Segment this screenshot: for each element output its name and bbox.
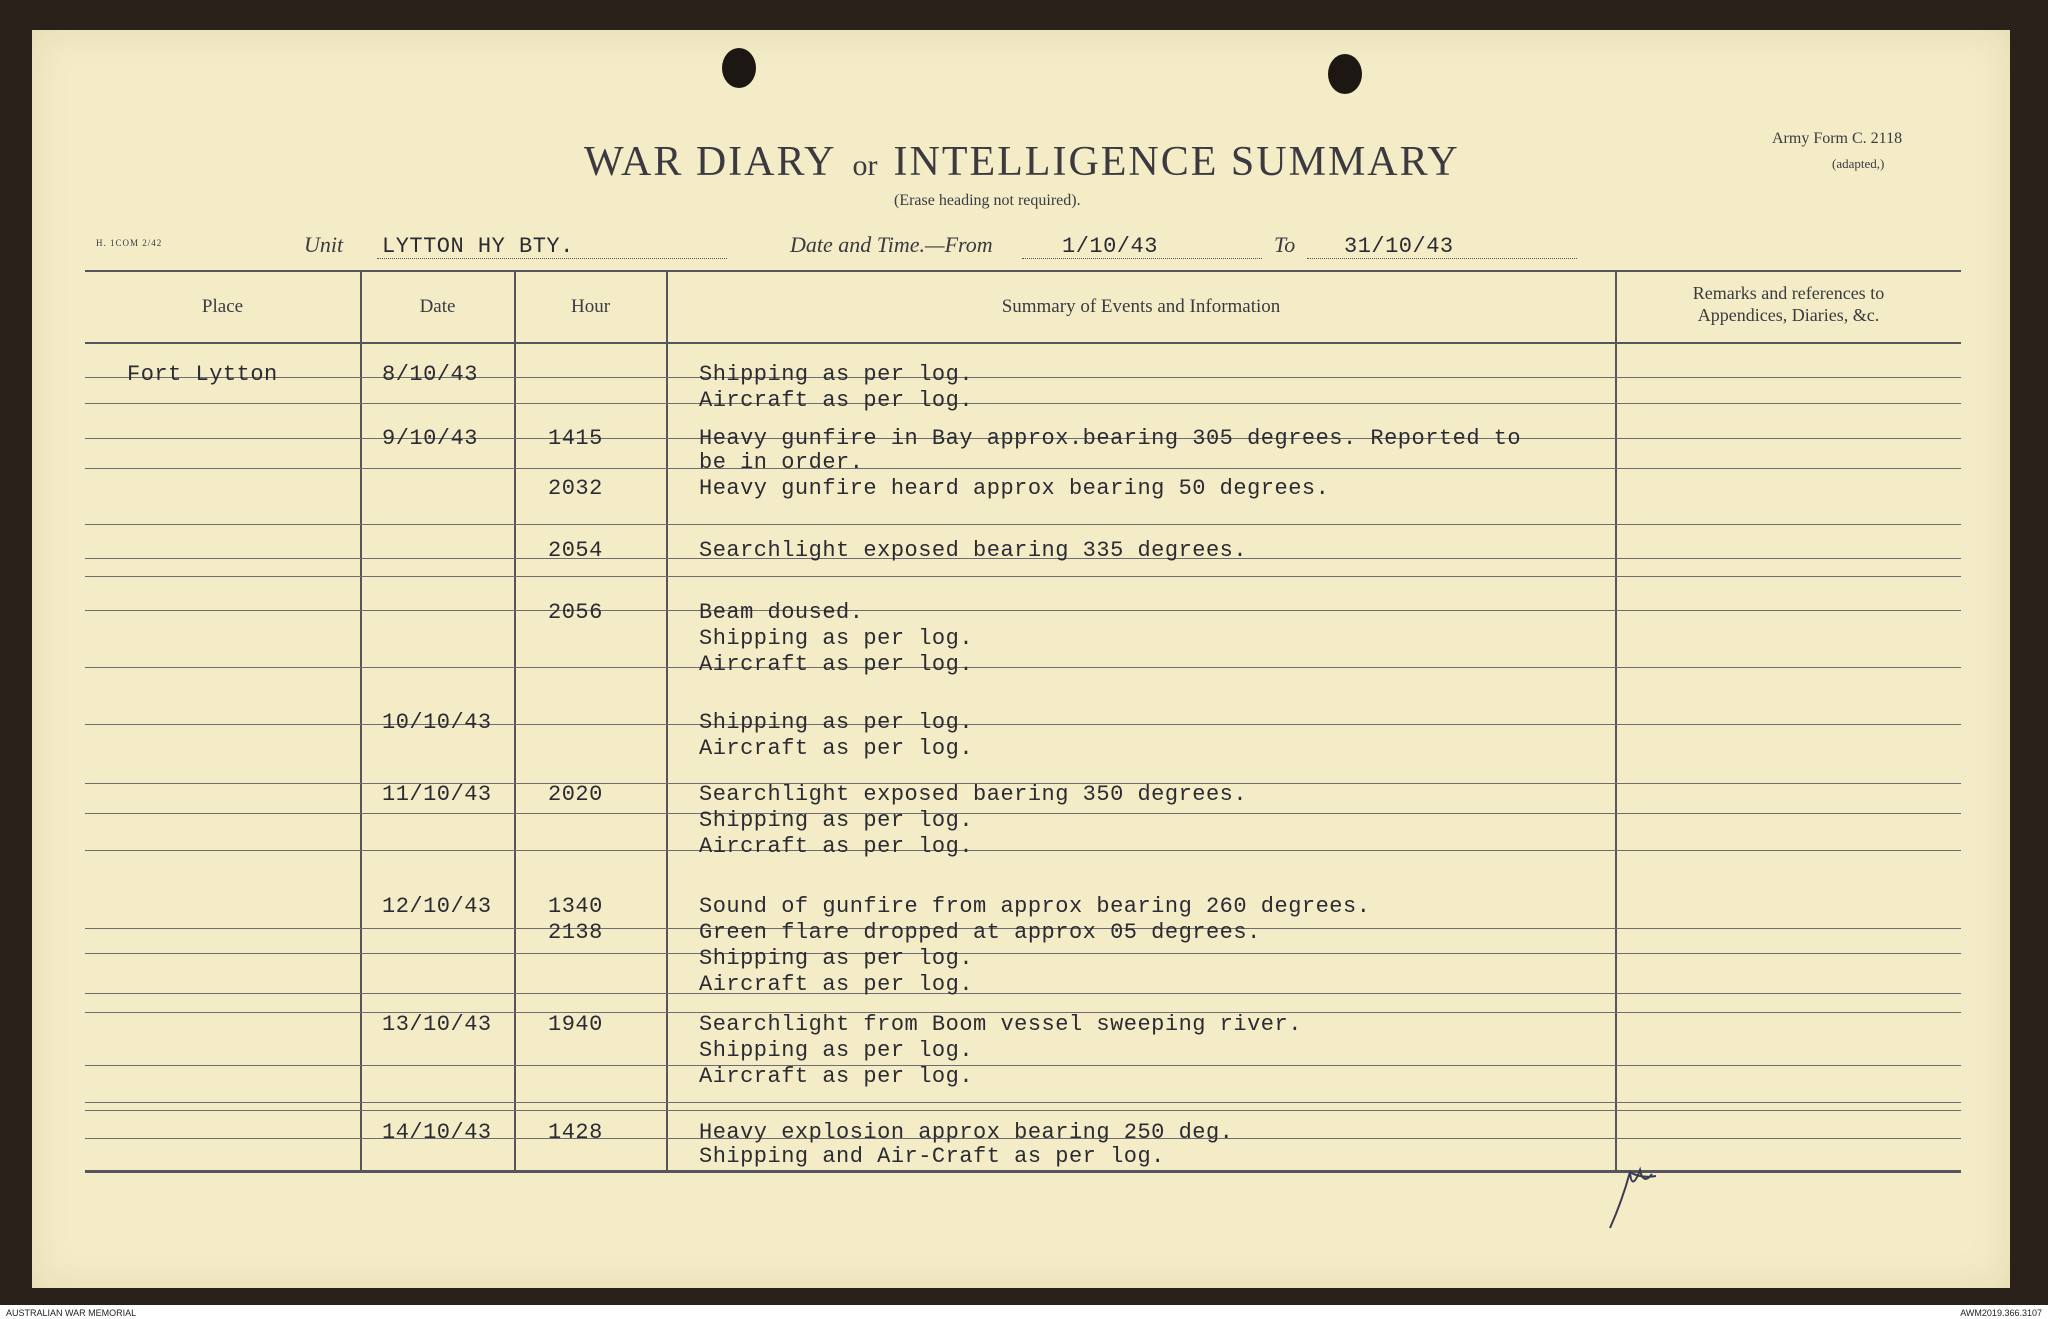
- remarks-header-line-1: Remarks and references to: [1692, 283, 1885, 303]
- ruled-line: [85, 610, 1961, 611]
- title-war-diary: WAR DIARY: [584, 139, 837, 185]
- entry-date: 11/10/43: [382, 782, 492, 807]
- ruled-line: [85, 724, 1961, 725]
- entry-summary: Heavy gunfire heard approx bearing 50 degrees.: [699, 476, 1330, 501]
- column-header-place: Place: [201, 296, 244, 317]
- entry-summary: Searchlight exposed baering 350 degrees.: [699, 782, 1248, 807]
- ruled-line: [85, 953, 1961, 954]
- date-to-label: To: [1274, 232, 1296, 257]
- entry-hour: 2138: [548, 920, 603, 945]
- entry-date: 8/10/43: [382, 362, 478, 387]
- entry-summary: be in order.: [699, 450, 864, 475]
- entry-hour: 1428: [548, 1120, 603, 1145]
- column-header-hour: Hour: [570, 296, 611, 317]
- to-underline: [1307, 258, 1577, 259]
- table-bottom-rule: [85, 1170, 1961, 1173]
- entry-summary: Shipping as per log.: [699, 710, 974, 735]
- punch-hole-right: [1328, 54, 1362, 94]
- ruled-line: [85, 850, 1961, 851]
- entry-summary: Shipping as per log.: [699, 808, 974, 833]
- entry-summary: Searchlight exposed bearing 335 degrees.: [699, 538, 1248, 563]
- signature-initials: [1604, 1150, 1664, 1230]
- date-from-value: 1/10/43: [1062, 234, 1158, 259]
- date-from-label: Date and Time.—From: [790, 232, 993, 257]
- entry-date: 9/10/43: [382, 426, 478, 451]
- unit-underline: [377, 258, 727, 259]
- entry-place: Fort Lytton: [127, 362, 278, 387]
- ruled-line: [85, 576, 1961, 577]
- entry-summary: Shipping as per log.: [699, 626, 974, 651]
- ruled-line: [85, 524, 1961, 525]
- entry-hour: 2054: [548, 538, 603, 563]
- entry-summary: Beam doused.: [699, 600, 864, 625]
- entry-date: 12/10/43: [382, 894, 492, 919]
- date-to-value: 31/10/43: [1344, 234, 1454, 259]
- entry-summary: Shipping as per log.: [699, 362, 974, 387]
- divider-summary-remarks: [1615, 270, 1617, 1172]
- entry-summary: Aircraft as per log.: [699, 834, 974, 859]
- entry-hour: 2020: [548, 782, 603, 807]
- entry-hour: 2032: [548, 476, 603, 501]
- entry-summary: Shipping as per log.: [699, 1038, 974, 1063]
- ruled-line: [85, 377, 1961, 378]
- ruled-line: [85, 993, 1961, 994]
- column-header-remarks: [1616, 282, 1961, 326]
- army-form-label: Army Form C. 2118: [1772, 130, 1903, 147]
- entry-summary: Shipping and Air-Craft as per log.: [699, 1144, 1165, 1169]
- adapted-label: (adapted,): [1832, 156, 1885, 171]
- ruled-line: [85, 468, 1961, 469]
- title-intelligence-summary: INTELLIGENCE SUMMARY: [893, 139, 1460, 185]
- entry-summary: Aircraft as per log.: [699, 972, 974, 997]
- entry-summary: Shipping as per log.: [699, 946, 974, 971]
- ruled-line: [85, 667, 1961, 668]
- entry-summary: Heavy gunfire in Bay approx.bearing 305 degrees. Reported to: [699, 426, 1522, 451]
- ruled-line: [85, 813, 1961, 814]
- divider-hour-summary: [666, 270, 668, 1172]
- ruled-line: [85, 1110, 1961, 1111]
- footer-source: AUSTRALIAN WAR MEMORIAL: [6, 1308, 137, 1318]
- entry-date: 13/10/43: [382, 1012, 492, 1037]
- entry-hour: 2056: [548, 600, 603, 625]
- remarks-header-line-2: Appendices, Diaries, &c.: [1697, 305, 1880, 325]
- ruled-line: [85, 403, 1961, 404]
- entry-summary: Aircraft as per log.: [699, 652, 974, 677]
- entry-summary: Searchlight from Boom vessel sweeping river.: [699, 1012, 1302, 1037]
- unit-label: Unit: [304, 232, 344, 257]
- entry-hour: 1940: [548, 1012, 603, 1037]
- header-bottom-rule: [85, 342, 1961, 344]
- divider-date-hour: [514, 270, 516, 1172]
- table-top-rule: [85, 270, 1961, 272]
- subtitle: (Erase heading not required).: [894, 192, 1081, 209]
- ruled-line: [85, 1065, 1961, 1066]
- entry-date: 14/10/43: [382, 1120, 492, 1145]
- entry-date: 10/10/43: [382, 710, 492, 735]
- ruled-line: [85, 1102, 1961, 1103]
- punch-hole-left: [722, 48, 756, 88]
- war-diary-page: [32, 30, 2010, 1288]
- page-title: [584, 138, 1460, 186]
- title-or: or: [852, 149, 878, 182]
- entry-summary: Green flare dropped at approx 05 degrees.: [699, 920, 1261, 945]
- entry-summary: Sound of gunfire from approx bearing 260 degrees.: [699, 894, 1371, 919]
- entry-summary: Aircraft as per log.: [699, 736, 974, 761]
- entry-summary: Heavy explosion approx bearing 250 deg.: [699, 1120, 1234, 1145]
- entry-hour: 1415: [548, 426, 603, 451]
- entry-hour: 1340: [548, 894, 603, 919]
- column-header-date: Date: [419, 296, 456, 317]
- footer-accession: AWM2019.366.3107: [1960, 1308, 2042, 1318]
- entry-summary: Aircraft as per log.: [699, 1064, 974, 1089]
- entry-summary: Aircraft as per log.: [699, 388, 974, 413]
- divider-place-date: [360, 270, 362, 1172]
- from-underline: [1022, 258, 1262, 259]
- column-header-summary: Summary of Events and Information: [1001, 296, 1281, 317]
- unit-value: LYTTON HY BTY.: [382, 234, 574, 259]
- form-code: H. 1COM 2/42: [96, 238, 163, 248]
